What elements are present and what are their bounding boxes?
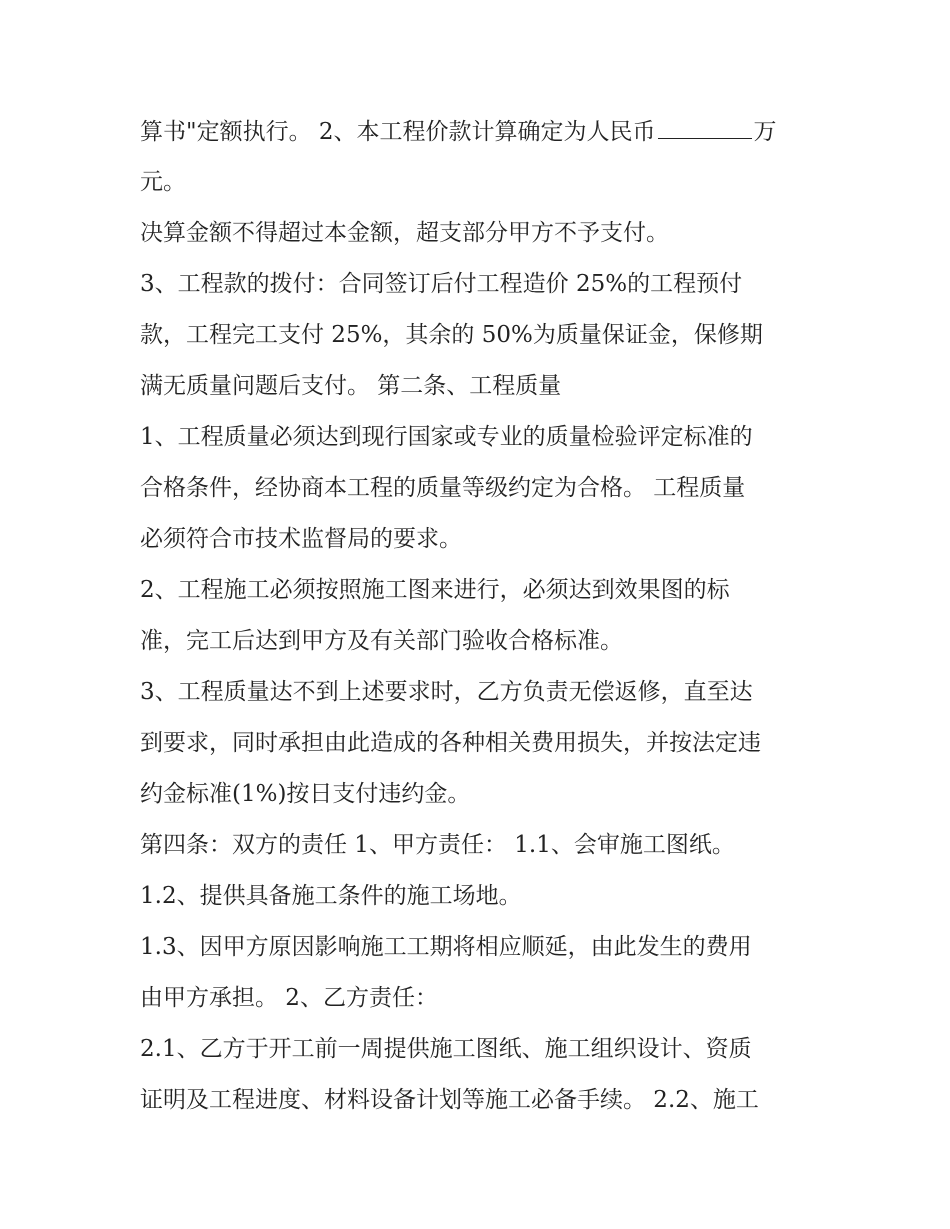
- text-line: 3、工程款的拨付：合同签订后付工程造价 25%的工程预付: [140, 271, 743, 297]
- line-text-after-blank: 万: [753, 119, 777, 145]
- text-line: 由甲方承担。 2、乙方责任：: [140, 985, 438, 1011]
- text-line: 满无质量问题后支付。 第二条、工程质量: [140, 373, 562, 399]
- line-text-before-blank: 算书"定额执行。 2、本工程价款计算确定为人民币: [140, 119, 656, 145]
- text-line: 第四条：双方的责任 1、甲方责任： 1.1、会审施工图纸。: [140, 832, 735, 858]
- text-line: 必须符合市技术监督局的要求。: [140, 526, 462, 552]
- text-line: [140, 108, 820, 159]
- text-line: 3、工程质量达不到上述要求时，乙方负责无偿返修，直至达: [140, 679, 753, 705]
- text-line: 2.1、乙方于开工前一周提供施工图纸、施工组织设计、资质: [140, 1036, 752, 1062]
- text-line: 2、工程施工必须按照施工图来进行，必须达到效果图的标: [140, 577, 730, 603]
- text-line: 决算金额不得超过本金额，超支部分甲方不予支付。: [140, 220, 669, 246]
- contract-text-body: [140, 108, 820, 1128]
- amount-blank-field: [658, 108, 752, 139]
- text-line: 准，完工后达到甲方及有关部门验收合格标准。: [140, 628, 623, 654]
- text-line: 1.3、因甲方原因影响施工工期将相应顺延，由此发生的费用: [140, 934, 752, 960]
- text-line: 1、工程质量必须达到现行国家或专业的质量检验评定标准的: [140, 424, 753, 450]
- text-line: 约金标准(1%)按日支付违约金。: [140, 781, 471, 807]
- text-line: 合格条件，经协商本工程的质量等级约定为合格。 工程质量: [140, 475, 746, 501]
- text-line: 款，工程完工支付 25%，其余的 50%为质量保证金，保修期: [140, 322, 763, 348]
- text-line: 证明及工程进度、材料设备计划等施工必备手续。 2.2、施工: [140, 1087, 759, 1113]
- text-line: 元。: [140, 169, 186, 195]
- text-line: 到要求，同时承担由此造成的各种相关费用损失，并按法定违: [140, 730, 761, 756]
- text-line: 1.2、提供具备施工条件的施工场地。: [140, 883, 522, 909]
